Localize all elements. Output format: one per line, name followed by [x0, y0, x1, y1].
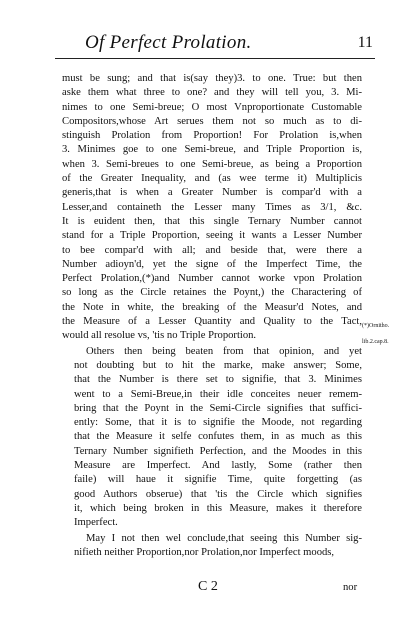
text-line: 3. Minimes goe to one Semi-breue, and Triple Proportion is, — [62, 144, 362, 156]
text-line: Measure are Imperfect. And lastly, Some (rather then — [74, 460, 362, 472]
text-line: generis,that is when a Greater Number is compar'd with a — [62, 187, 362, 199]
text-line: Others then being beaten from that opinion, and yet — [86, 345, 362, 357]
text-line: the Note in white, the breaking of the Measur'd Notes, and — [62, 301, 362, 313]
text-line: it, which being broken in this Measure, makes it therefore — [74, 502, 362, 514]
text-line: Compositors,whose Art serues them not so much as to di- — [62, 115, 362, 127]
text-line: aske them what three to one? and they will tell you, 3. Mi- — [62, 87, 362, 99]
page-number: 11 — [357, 34, 373, 51]
page-body — [62, 72, 362, 560]
text-line: Ternary Number signifieth Perfection, and the Moodes in this — [74, 445, 362, 457]
text-line: bring that the Poynt in the Semi-Circle signifies that suffici- — [74, 402, 362, 414]
signature-line — [0, 579, 409, 599]
text-line: stinguish Prolation from Proportion! For Prolation is,when — [62, 130, 362, 142]
text-line: nifieth neither Proportion,nor Prolation,nor Imperfect moods, — [74, 546, 335, 558]
text-line: Perfect Prolation,(*)and Number cannot worke vpon Prolation — [62, 273, 362, 285]
paragraph-3 — [62, 532, 362, 561]
text-line: ently: Some, that it is to signifie the Moode, not regarding — [74, 417, 362, 429]
running-title: Of Perfect Prolation. — [85, 32, 252, 53]
margin-note-reference: (*)Ornitho. — [362, 323, 390, 329]
text-line: It is euident then, that this single Ternary Number cannot — [62, 215, 362, 227]
text-line: faile) will haue it signifie Time, quite forgetting (as — [74, 474, 362, 486]
text-line: to bee compar'd with all; and beside that, were there a — [62, 244, 362, 256]
paragraph-1 — [62, 72, 362, 344]
page-header — [55, 30, 375, 59]
text-line: so long as the Circle retaines the Poynt,) the Charactering of — [62, 287, 362, 299]
text-line: Imperfect. — [74, 517, 118, 529]
text-line: Lesser,and containeth the Lesser many Times as 3/1, &c. — [62, 201, 362, 213]
text-line: the Measure of a Lesser Quantity and Quality to the Tact, — [62, 316, 362, 328]
text-line: must be sung; and that is(say they)3. to one. True: but then — [62, 73, 362, 84]
text-line: good Authors obserue) that 'tis the Circle which signifies — [74, 488, 362, 500]
text-line: that the Number is there set to signifie, that 3. Minimes — [74, 374, 362, 386]
text-line: went to a Semi-Breue,in their idle conceites neuer remem- — [74, 388, 362, 400]
text-line: nimes to one Semi-breue; O most Vnproportionate Customable — [62, 101, 362, 113]
text-line: when 3. Semi-breues to one Semi-breue, as being a Proportion — [62, 158, 362, 170]
text-line: would all resolue vs, 'tis no Triple Proportion. — [62, 330, 257, 342]
text-line: not doubting but to hit the marke, make answer; Some, — [74, 359, 362, 371]
text-line: of the Greater Inequality, and (as wee terme it) Multiplicis — [62, 173, 362, 185]
text-line: stand for a Triple Proportion, seeing it wants a Lesser Number — [62, 230, 362, 242]
text-line: Number adioyn'd, yet the signe of the Imperfect Time, the — [62, 258, 362, 270]
text-line: May I not then wel conclude,that seeing this Number sig- — [86, 532, 362, 544]
text-line: that the Measure it selfe confutes them, in as much as this — [74, 431, 362, 443]
catchword: nor — [343, 582, 358, 593]
margin-note-chapter: lib.2.cap.8. — [362, 339, 389, 345]
signature-mark: C 2 — [198, 579, 218, 594]
paragraph-2 — [62, 345, 362, 531]
